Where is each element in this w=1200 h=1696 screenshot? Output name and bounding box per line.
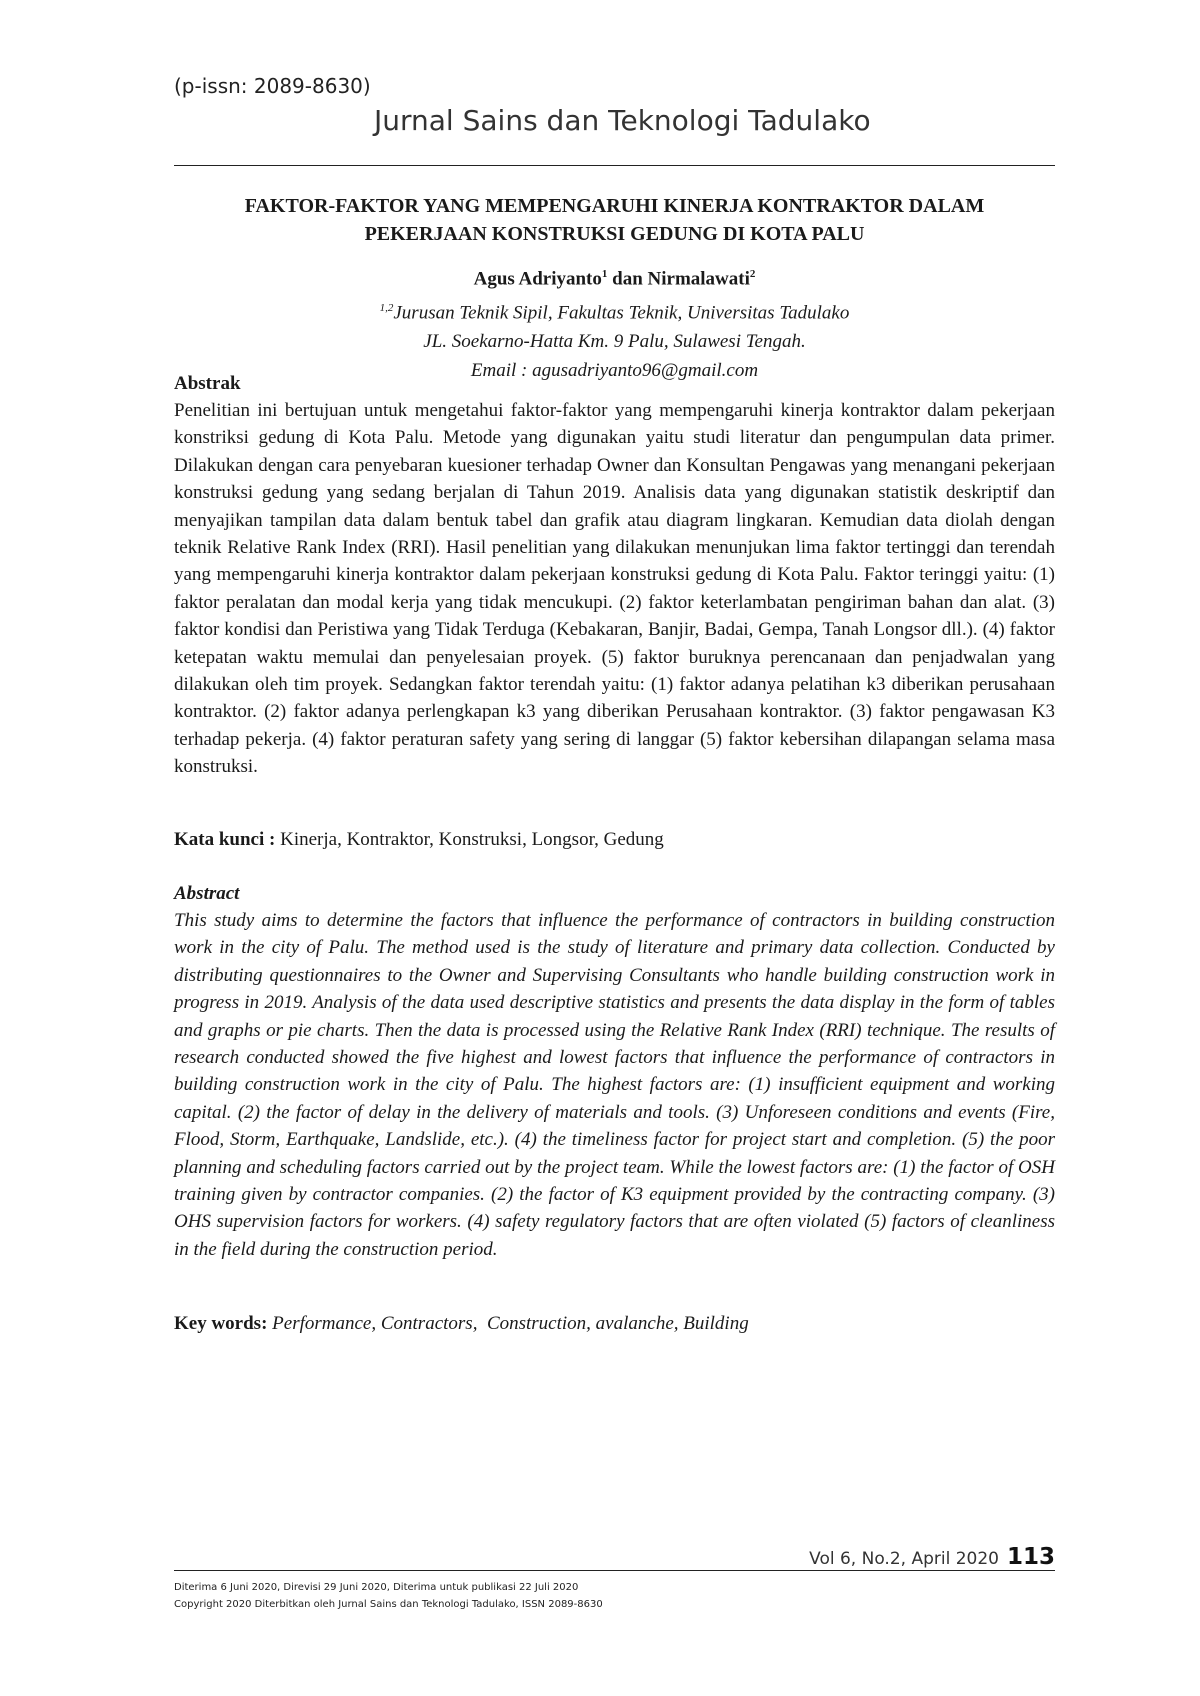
paper-title bbox=[174, 192, 1055, 248]
key-words bbox=[174, 1313, 1055, 1335]
author-2-mark: 2 bbox=[749, 268, 756, 280]
abstrak-section bbox=[174, 371, 1055, 781]
author-connector: dan bbox=[607, 268, 648, 290]
kata-kunci-value: Kinerja, Kontraktor, Konstruksi, Longsor, Gedung bbox=[275, 829, 664, 850]
footer-divider bbox=[174, 1570, 1055, 1571]
key-words-label: Key words: bbox=[174, 1313, 268, 1334]
volume-line bbox=[174, 1544, 1055, 1570]
key-words-value: Performance, Contractors, Construction, avalanche, Building bbox=[267, 1313, 749, 1334]
affiliation-dept: Jurusan Teknik Sipil, Fakultas Teknik, Universitas Tadulako bbox=[393, 302, 850, 324]
copyright-notice: Copyright 2020 Diterbitkan oleh Jurnal Sains dan Teknologi Tadulako, ISSN 2089-8630 bbox=[174, 1599, 603, 1610]
authors bbox=[174, 268, 1055, 290]
kata-kunci-label: Kata kunci : bbox=[174, 829, 276, 850]
kata-kunci bbox=[174, 829, 1055, 851]
author-1-mark: 1 bbox=[601, 268, 608, 280]
author-1: Agus Adriyanto bbox=[473, 268, 602, 290]
journal-name: Jurnal Sains dan Teknologi Tadulako bbox=[374, 104, 871, 137]
abstract-text: This study aims to determine the factors that influence the performance of contractors in building construction work in the city of Palu. The method used is the study of literature and primary data collection. Conducted by distributing questionnaires to the Owner and Supervising Consultants who handle building construction work in progress in 2019. Analysis of the data used descriptive statistics and presents the data display in the form of tables and graphs or pie charts. Then the data is processed using the Relative Rank Index (RRI) technique. The results of research conducted showed the five highest and lowest factors that influence the performance of contractors in building construction work in the city of Palu. The highest factors are: (1) insufficient equipment and working capital. (2) the factor of delay in the delivery of materials and tools. (3) Unforeseen conditions and events (Fire, Flood, Storm, Earthquake, Landslide, etc.). (4) the timeliness factor for project start and completion. (5) the poor planning and scheduling factors carried out by the project team. While the lowest factors are: (1) the factor of OSH training given by contractor companies. (2) the factor of K3 equipment provided by the contracting company. (3) OHS supervision factors for workers. (4) safety regulatory factors that are often violated (5) factors of cleanliness in the field during the construction period. bbox=[174, 910, 1055, 1260]
affiliation-mark: 1,2 bbox=[379, 302, 394, 314]
volume-info: Vol 6, No.2, April 2020 bbox=[809, 1549, 999, 1569]
title-line-2: PEKERJAAN KONSTRUKSI GEDUNG DI KOTA PALU bbox=[364, 223, 865, 245]
header-divider bbox=[174, 165, 1055, 166]
abstract-heading: Abstract bbox=[174, 883, 240, 904]
abstrak-heading: Abstrak bbox=[174, 373, 241, 394]
affiliation-email: Email : agusadriyanto96@gmail.com bbox=[470, 360, 759, 382]
abstract-section bbox=[174, 881, 1055, 1263]
title-line-1: FAKTOR-FAKTOR YANG MEMPENGARUHI KINERJA KONTRAKTOR DALAM bbox=[244, 195, 985, 217]
affiliation-address: JL. Soekarno-Hatta Km. 9 Palu, Sulawesi Tengah. bbox=[423, 331, 806, 353]
abstrak-text: Penelitian ini bertujuan untuk mengetahui faktor-faktor yang mempengaruhi kinerja kontraktor dalam pekerjaan konstriksi gedung di Kota Palu. Metode yang digunakan yaitu studi literatur dan pengumpulan data primer. Dilakukan dengan cara penyebaran kuesioner terhadap Owner dan Konsultan Pengawas yang menangani pekerjaan konstruksi gedung yang sedang berjalan di Tahun 2019. Analisis data yang digunakan statistik deskriptif dan menyajikan tampilan data dalam bentuk tabel dan grafik atau diagram lingkaran. Kemudian data diolah dengan teknik Relative Rank Index (RRI). Hasil penelitian yang dilakukan menunjukan lima faktor tertinggi dan terendah yang mempengaruhi kinerja kontraktor dalam pekerjaan konstruksi gedung di Kota Palu. Faktor teringgi yaitu: (1) faktor peralatan dan modal kerja yang tidak mencukupi. (2) faktor keterlambatan pengiriman bahan dan alat. (3) faktor kondisi dan Peristiwa yang Tidak Terduga (Kebakaran, Banjir, Badai, Gempa, Tanah Longsor dll.). (4) faktor ketepatan waktu memulai dan penyelesaian proyek. (5) faktor buruknya perencanaan dan penjadwalan yang dilakukan oleh tim proyek. Sedangkan faktor terendah yaitu: (1) faktor adanya pelatihan k3 diberikan perusahaan kontraktor. (2) faktor adanya perlengkapan k3 yang diberikan Perusahaan kontraktor. (3) faktor pengawasan K3 terhadap pekerja. (4) faktor peraturan safety yang sering di langgar (5) faktor kebersihan dilapangan selama masa konstruksi. bbox=[174, 400, 1055, 778]
received-dates: Diterima 6 Juni 2020, Direvisi 29 Juni 2020, Diterima untuk publikasi 22 Juli 2020 bbox=[174, 1582, 579, 1593]
author-2: Nirmalawati bbox=[647, 268, 750, 290]
page-number: 113 bbox=[1006, 1544, 1055, 1570]
issn-label: (p-issn: 2089-8630) bbox=[174, 74, 371, 98]
